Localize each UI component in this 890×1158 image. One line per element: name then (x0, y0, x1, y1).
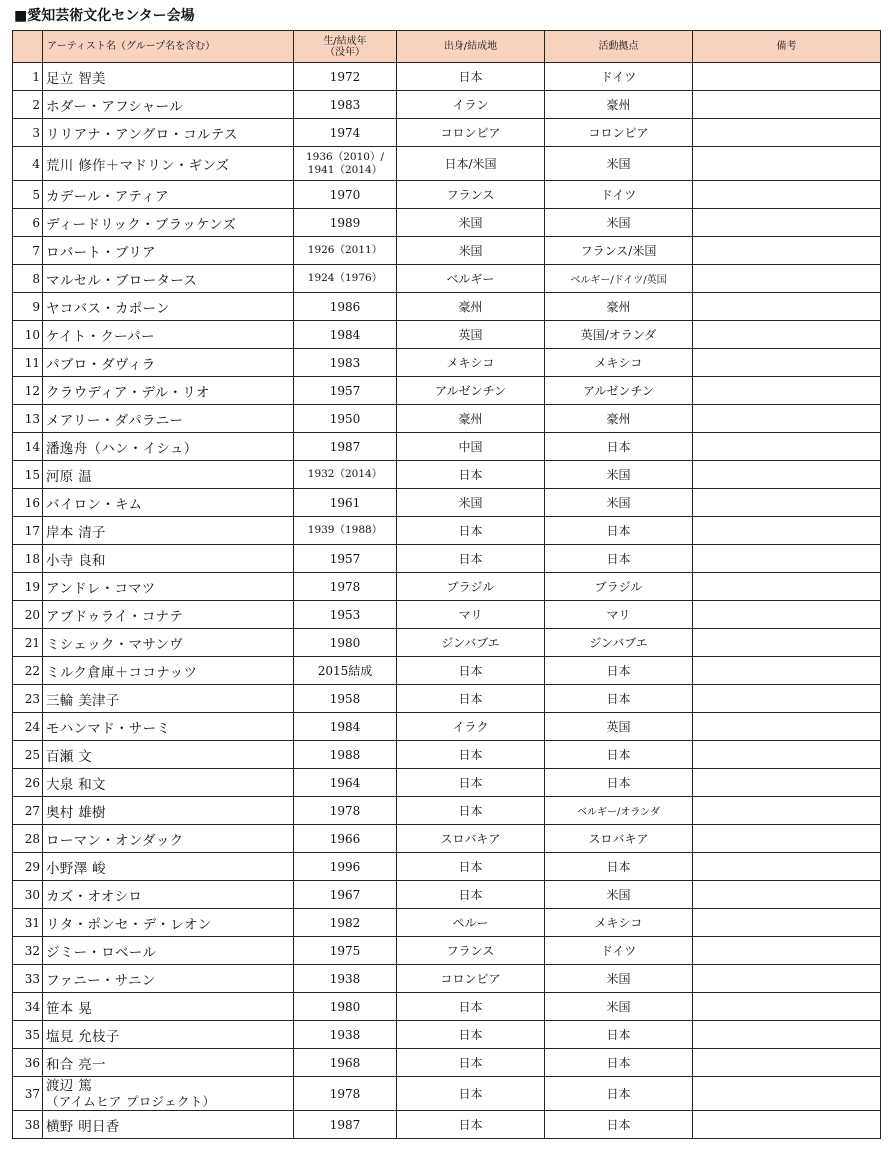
birth-year: 1975 (294, 937, 397, 965)
origin: 日本 (397, 797, 545, 825)
activity-base: 豪州 (545, 91, 693, 119)
artist-name: 和合 亮一 (43, 1049, 294, 1077)
birth-year: 1987 (294, 433, 397, 461)
table-row (13, 63, 881, 91)
notes (693, 461, 881, 489)
row-number: 36 (13, 1049, 43, 1077)
origin: 日本 (397, 1111, 545, 1139)
row-number: 22 (13, 657, 43, 685)
row-number: 21 (13, 629, 43, 657)
notes (693, 119, 881, 147)
row-number: 10 (13, 321, 43, 349)
notes (693, 91, 881, 119)
row-number: 11 (13, 349, 43, 377)
activity-base: 日本 (545, 741, 693, 769)
artist-name: リタ・ポンセ・デ・レオン (43, 909, 294, 937)
row-number: 31 (13, 909, 43, 937)
table-row (13, 769, 881, 797)
table-row (13, 517, 881, 545)
activity-base: ベルギー/ドイツ/英国 (545, 265, 693, 293)
birth-year: 1966 (294, 825, 397, 853)
row-number: 3 (13, 119, 43, 147)
birth-year: 1924（1976） (294, 265, 397, 293)
table-body (13, 63, 881, 1139)
origin: 日本 (397, 657, 545, 685)
artist-name: 荒川 修作＋マドリン・ギンズ (43, 147, 294, 181)
artist-name-line1: 渡辺 篤 (46, 1077, 92, 1094)
origin: 日本 (397, 1021, 545, 1049)
origin: フランス (397, 937, 545, 965)
birth-year: 1996 (294, 853, 397, 881)
origin: アルゼンチン (397, 377, 545, 405)
activity-base: 日本 (545, 1077, 693, 1111)
table-row (13, 909, 881, 937)
activity-base: ブラジル (545, 573, 693, 601)
birth-year: 1988 (294, 741, 397, 769)
row-number: 16 (13, 489, 43, 517)
notes (693, 321, 881, 349)
birth-year: 2015結成 (294, 657, 397, 685)
table-row (13, 685, 881, 713)
birth-year: 1978 (294, 797, 397, 825)
activity-base: 米国 (545, 209, 693, 237)
artist-name (43, 1077, 294, 1111)
birth-year: 1984 (294, 713, 397, 741)
artist-name: 奥村 雄樹 (43, 797, 294, 825)
birth-year (294, 147, 397, 181)
notes (693, 489, 881, 517)
row-number: 25 (13, 741, 43, 769)
birth-year: 1958 (294, 685, 397, 713)
birth-year: 1980 (294, 993, 397, 1021)
notes (693, 147, 881, 181)
activity-base: 米国 (545, 489, 693, 517)
table-row (13, 433, 881, 461)
notes (693, 993, 881, 1021)
header-origin: 出身/結成地 (397, 31, 545, 63)
activity-base: 日本 (545, 769, 693, 797)
origin: 日本 (397, 881, 545, 909)
table-row (13, 119, 881, 147)
section-title: ■愛知芸術文化センター会場 (14, 8, 195, 24)
birth-year: 1982 (294, 909, 397, 937)
notes (693, 1021, 881, 1049)
origin: 日本/米国 (397, 147, 545, 181)
origin: ジンバブエ (397, 629, 545, 657)
birth-year: 1987 (294, 1111, 397, 1139)
activity-base: スロバキア (545, 825, 693, 853)
origin: 米国 (397, 489, 545, 517)
activity-base: 米国 (545, 461, 693, 489)
artist-name: 潘逸舟（ハン・イシュ） (43, 433, 294, 461)
artist-name: 百瀬 文 (43, 741, 294, 769)
notes (693, 825, 881, 853)
activity-base: フランス/米国 (545, 237, 693, 265)
origin: スロバキア (397, 825, 545, 853)
origin: メキシコ (397, 349, 545, 377)
birth-year: 1972 (294, 63, 397, 91)
artist-name: 岸本 清子 (43, 517, 294, 545)
origin: 米国 (397, 209, 545, 237)
notes (693, 657, 881, 685)
birth-year: 1983 (294, 349, 397, 377)
table-row (13, 601, 881, 629)
birth-year: 1957 (294, 377, 397, 405)
header-no (13, 31, 43, 63)
table-row (13, 489, 881, 517)
birth-year: 1970 (294, 181, 397, 209)
birth-year: 1964 (294, 769, 397, 797)
artist-name: アンドレ・コマツ (43, 573, 294, 601)
table-row (13, 797, 881, 825)
artist-name: ホダー・アフシャール (43, 91, 294, 119)
table-row (13, 657, 881, 685)
table-row (13, 1077, 881, 1111)
row-number: 12 (13, 377, 43, 405)
activity-base: メキシコ (545, 909, 693, 937)
notes (693, 629, 881, 657)
artist-name: 横野 明日香 (43, 1111, 294, 1139)
artist-name: ミルク倉庫＋ココナッツ (43, 657, 294, 685)
row-number: 9 (13, 293, 43, 321)
artist-name: 笹本 晃 (43, 993, 294, 1021)
row-number: 37 (13, 1077, 43, 1111)
row-number: 34 (13, 993, 43, 1021)
row-number: 19 (13, 573, 43, 601)
table-row (13, 1021, 881, 1049)
notes (693, 881, 881, 909)
table-header-row (13, 31, 881, 63)
artist-name: 足立 智美 (43, 63, 294, 91)
artist-name: モハンマド・サーミ (43, 713, 294, 741)
notes (693, 265, 881, 293)
table-row (13, 993, 881, 1021)
origin: 日本 (397, 63, 545, 91)
origin: 日本 (397, 993, 545, 1021)
birth-year-line1: 1936（2010）/ (306, 150, 384, 163)
row-number: 4 (13, 147, 43, 181)
birth-year: 1978 (294, 1077, 397, 1111)
table-row (13, 405, 881, 433)
artist-name: ローマン・オンダック (43, 825, 294, 853)
artist-name: 小寺 良和 (43, 545, 294, 573)
origin: 日本 (397, 1077, 545, 1111)
activity-base: マリ (545, 601, 693, 629)
notes (693, 1111, 881, 1139)
origin: 英国 (397, 321, 545, 349)
origin: フランス (397, 181, 545, 209)
row-number: 13 (13, 405, 43, 433)
birth-year: 1953 (294, 601, 397, 629)
table-row (13, 1049, 881, 1077)
birth-year: 1939（1988） (294, 517, 397, 545)
origin: 日本 (397, 1049, 545, 1077)
table-row (13, 265, 881, 293)
header-birth-year (294, 31, 397, 63)
artist-name: マルセル・ブロータース (43, 265, 294, 293)
row-number: 23 (13, 685, 43, 713)
notes (693, 797, 881, 825)
artist-name: アブドゥライ・コナテ (43, 601, 294, 629)
activity-base: コロンビア (545, 119, 693, 147)
activity-base: ドイツ (545, 937, 693, 965)
activity-base: 米国 (545, 881, 693, 909)
artist-name: 三輪 美津子 (43, 685, 294, 713)
activity-base: 米国 (545, 993, 693, 1021)
row-number: 24 (13, 713, 43, 741)
row-number: 29 (13, 853, 43, 881)
birth-year: 1967 (294, 881, 397, 909)
notes (693, 853, 881, 881)
notes (693, 377, 881, 405)
artist-name: リリアナ・アングロ・コルテス (43, 119, 294, 147)
row-number: 17 (13, 517, 43, 545)
birth-year: 1978 (294, 573, 397, 601)
row-number: 35 (13, 1021, 43, 1049)
row-number: 8 (13, 265, 43, 293)
notes (693, 293, 881, 321)
table-row (13, 741, 881, 769)
activity-base: 日本 (545, 853, 693, 881)
notes (693, 741, 881, 769)
origin: ペルー (397, 909, 545, 937)
artist-name: ジミー・ロベール (43, 937, 294, 965)
birth-year: 1932（2014） (294, 461, 397, 489)
activity-base: 豪州 (545, 405, 693, 433)
table-row (13, 91, 881, 119)
origin: 豪州 (397, 293, 545, 321)
notes (693, 433, 881, 461)
origin: マリ (397, 601, 545, 629)
row-number: 6 (13, 209, 43, 237)
activity-base: 日本 (545, 1111, 693, 1139)
origin: ブラジル (397, 573, 545, 601)
notes (693, 909, 881, 937)
row-number: 5 (13, 181, 43, 209)
activity-base: ジンバブエ (545, 629, 693, 657)
row-number: 30 (13, 881, 43, 909)
notes (693, 209, 881, 237)
birth-year: 1938 (294, 965, 397, 993)
row-number: 2 (13, 91, 43, 119)
header-artist-name: アーティスト名（グループ名を含む） (43, 31, 294, 63)
table-row (13, 147, 881, 181)
table-row (13, 349, 881, 377)
artist-name: ロバート・ブリア (43, 237, 294, 265)
activity-base: ベルギー/オランダ (545, 797, 693, 825)
row-number: 27 (13, 797, 43, 825)
artist-name: 塩見 允枝子 (43, 1021, 294, 1049)
header-notes: 備考 (693, 31, 881, 63)
table-row (13, 825, 881, 853)
row-number: 28 (13, 825, 43, 853)
table-row (13, 937, 881, 965)
activity-base: 日本 (545, 1021, 693, 1049)
table-row (13, 293, 881, 321)
origin: 中国 (397, 433, 545, 461)
artist-name: ディードリック・ブラッケンズ (43, 209, 294, 237)
artist-name: 大泉 和文 (43, 769, 294, 797)
artist-name: バイロン・キム (43, 489, 294, 517)
notes (693, 405, 881, 433)
artist-name: カデール・アティア (43, 181, 294, 209)
origin: 日本 (397, 769, 545, 797)
header-birth-year-line1: 生/結成年 (323, 35, 367, 47)
artist-name: ヤコバス・カポーン (43, 293, 294, 321)
activity-base: 日本 (545, 657, 693, 685)
origin: 日本 (397, 853, 545, 881)
birth-year: 1974 (294, 119, 397, 147)
activity-base: 日本 (545, 685, 693, 713)
origin: イラン (397, 91, 545, 119)
activity-base: 日本 (545, 1049, 693, 1077)
activity-base: 英国/オランダ (545, 321, 693, 349)
table-row (13, 573, 881, 601)
table-row (13, 1111, 881, 1139)
artist-name: ケイト・クーパー (43, 321, 294, 349)
row-number: 20 (13, 601, 43, 629)
notes (693, 685, 881, 713)
activity-base: 日本 (545, 433, 693, 461)
artist-name: カズ・オオシロ (43, 881, 294, 909)
artist-table (12, 30, 881, 1139)
origin: コロンビア (397, 119, 545, 147)
origin: 日本 (397, 461, 545, 489)
table-row (13, 461, 881, 489)
artist-name-line2: （アイムヒア プロジェクト） (46, 1093, 216, 1109)
notes (693, 769, 881, 797)
birth-year: 1984 (294, 321, 397, 349)
notes (693, 349, 881, 377)
table-row (13, 965, 881, 993)
origin: 日本 (397, 685, 545, 713)
artist-name: ミシェック・マサンヴ (43, 629, 294, 657)
table-row (13, 209, 881, 237)
artist-name: パブロ・ダヴィラ (43, 349, 294, 377)
row-number: 7 (13, 237, 43, 265)
artist-name: 小野澤 峻 (43, 853, 294, 881)
table-row (13, 377, 881, 405)
origin: 日本 (397, 545, 545, 573)
table-row (13, 713, 881, 741)
notes (693, 937, 881, 965)
activity-base: 英国 (545, 713, 693, 741)
origin: コロンビア (397, 965, 545, 993)
birth-year: 1950 (294, 405, 397, 433)
row-number: 18 (13, 545, 43, 573)
row-number: 15 (13, 461, 43, 489)
header-base: 活動拠点 (545, 31, 693, 63)
notes (693, 713, 881, 741)
row-number: 38 (13, 1111, 43, 1139)
activity-base: 米国 (545, 147, 693, 181)
table-row (13, 881, 881, 909)
origin: イラク (397, 713, 545, 741)
artist-name: ファニー・サニン (43, 965, 294, 993)
activity-base: 日本 (545, 545, 693, 573)
table-row (13, 181, 881, 209)
row-number: 26 (13, 769, 43, 797)
artist-name: クラウディア・デル・リオ (43, 377, 294, 405)
birth-year: 1980 (294, 629, 397, 657)
notes (693, 1049, 881, 1077)
notes (693, 965, 881, 993)
activity-base: アルゼンチン (545, 377, 693, 405)
notes (693, 181, 881, 209)
birth-year: 1938 (294, 1021, 397, 1049)
notes (693, 237, 881, 265)
row-number: 32 (13, 937, 43, 965)
notes (693, 63, 881, 91)
activity-base: メキシコ (545, 349, 693, 377)
activity-base: 米国 (545, 965, 693, 993)
birth-year: 1926（2011） (294, 237, 397, 265)
row-number: 33 (13, 965, 43, 993)
origin: 米国 (397, 237, 545, 265)
row-number: 1 (13, 63, 43, 91)
header-birth-year-line2: （没年） (325, 46, 365, 58)
notes (693, 545, 881, 573)
birth-year: 1968 (294, 1049, 397, 1077)
birth-year: 1961 (294, 489, 397, 517)
origin: ベルギー (397, 265, 545, 293)
table-row (13, 237, 881, 265)
activity-base: 豪州 (545, 293, 693, 321)
birth-year-line2: 1941（2014） (307, 163, 383, 176)
birth-year: 1986 (294, 293, 397, 321)
artist-name: 河原 温 (43, 461, 294, 489)
birth-year: 1957 (294, 545, 397, 573)
notes (693, 601, 881, 629)
activity-base: ドイツ (545, 181, 693, 209)
birth-year: 1983 (294, 91, 397, 119)
table-row (13, 853, 881, 881)
origin: 日本 (397, 517, 545, 545)
notes (693, 1077, 881, 1111)
notes (693, 573, 881, 601)
table-row (13, 629, 881, 657)
table-row (13, 321, 881, 349)
table-row (13, 545, 881, 573)
activity-base: 日本 (545, 517, 693, 545)
artist-name: メアリー・ダパラニー (43, 405, 294, 433)
activity-base: ドイツ (545, 63, 693, 91)
row-number: 14 (13, 433, 43, 461)
origin: 豪州 (397, 405, 545, 433)
notes (693, 517, 881, 545)
origin: 日本 (397, 741, 545, 769)
birth-year: 1989 (294, 209, 397, 237)
